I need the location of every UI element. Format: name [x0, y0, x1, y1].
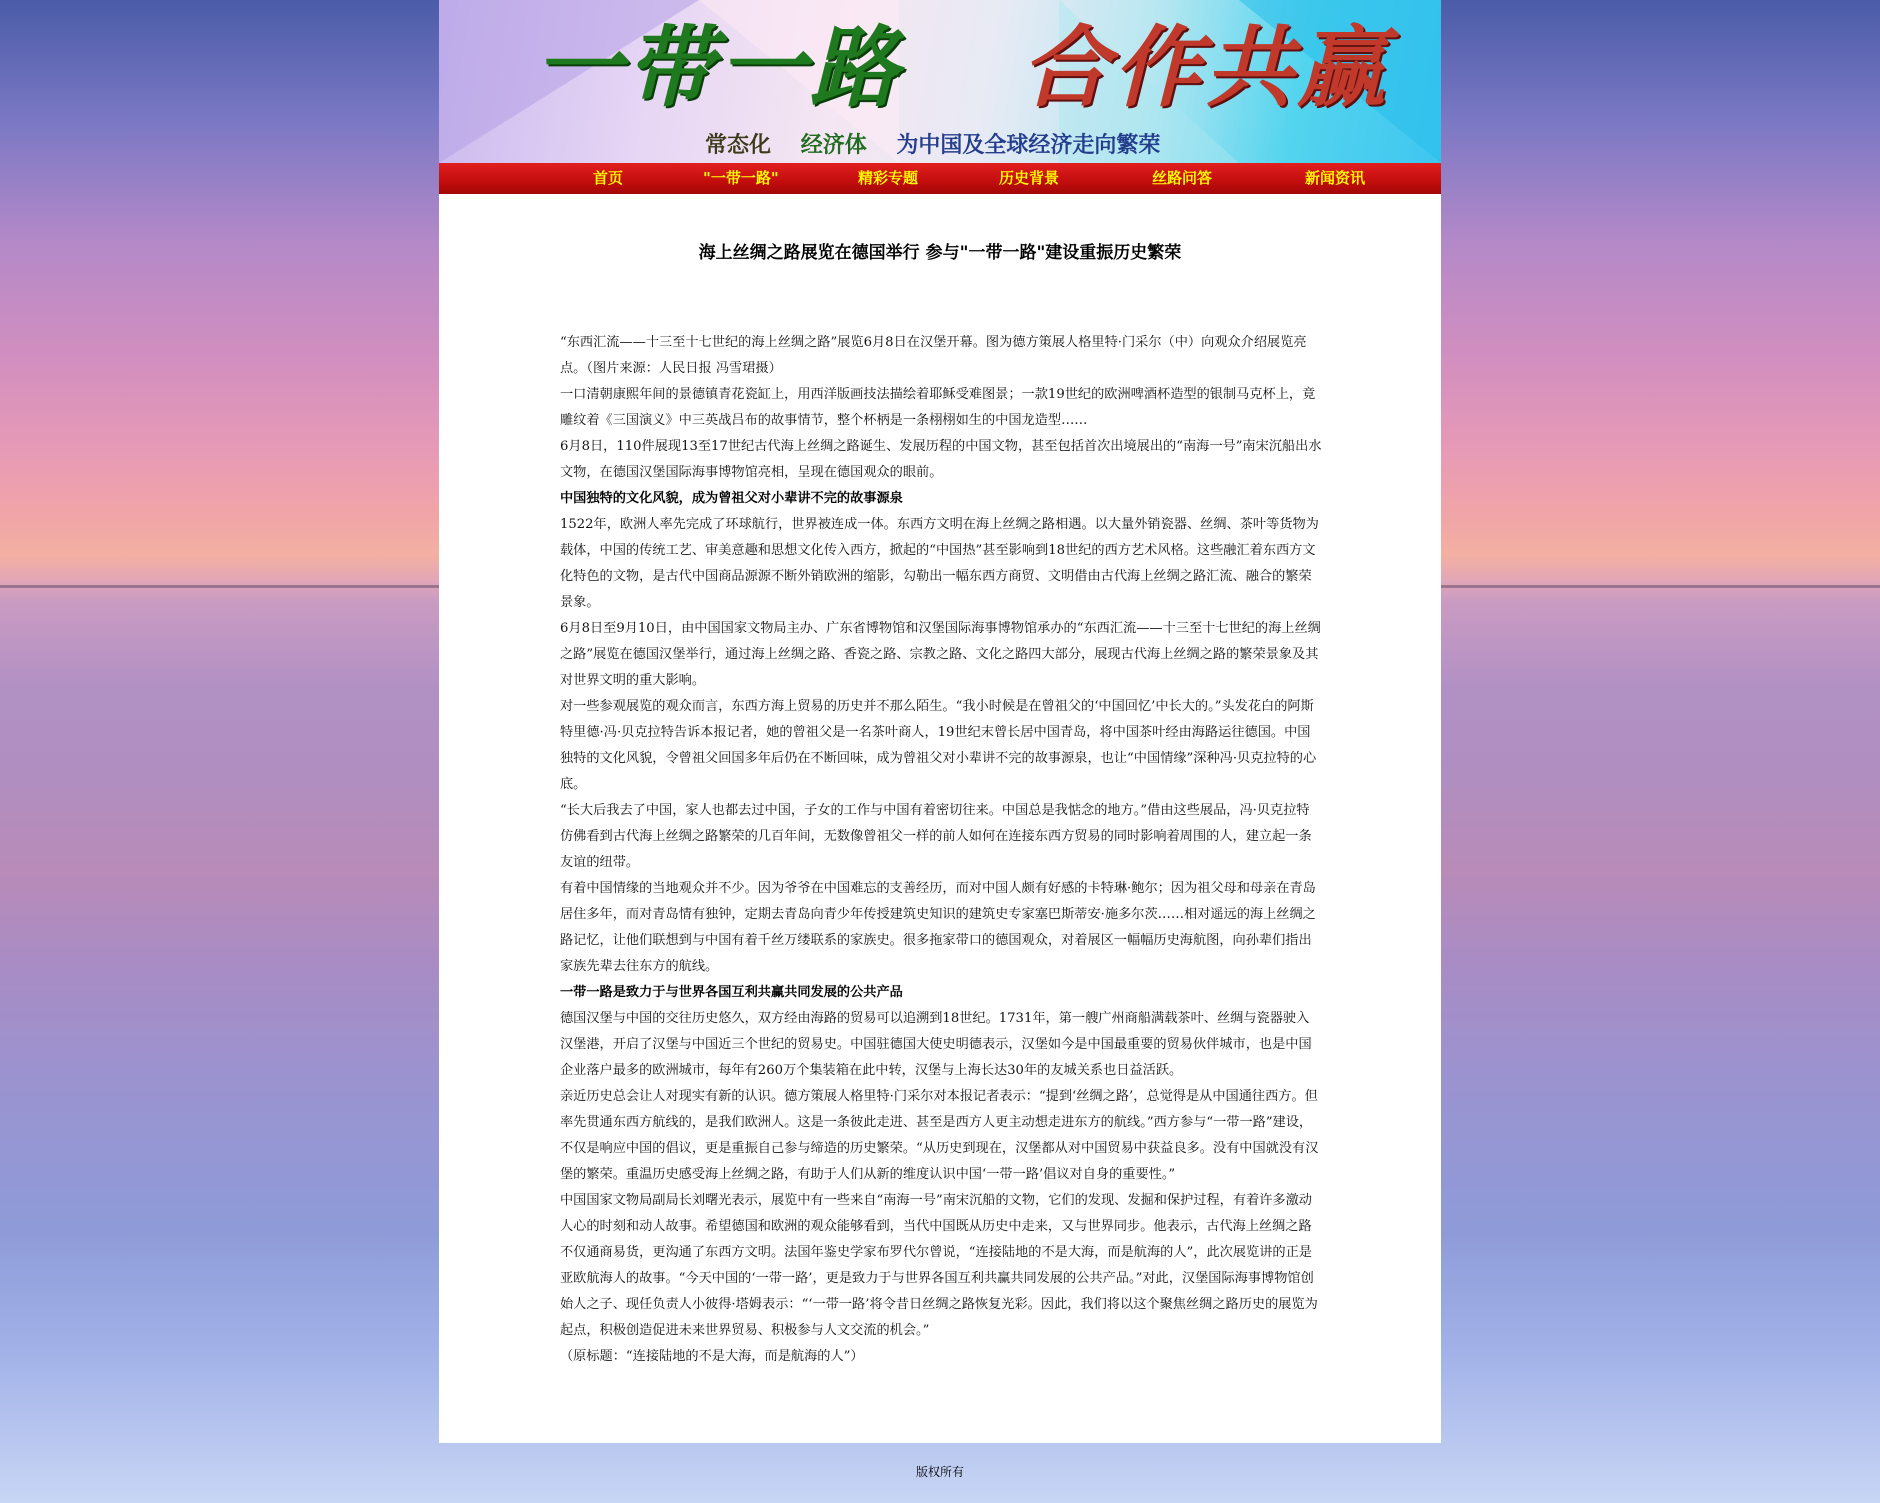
main-nav [439, 163, 1441, 194]
page-container [439, 0, 1441, 1443]
banner-slogan-part1: 一带一路 [534, 15, 903, 119]
article-paragraph: “长大后我去了中国，家人也都去过中国，子女的工作与中国有着密切往来。中国总是我惦念的地方。”借由这些展品，冯·贝克拉特仿佛看到古代海上丝绸之路繁荣的几百年间，无数像曾祖父一样的前人如何在连接东西方贸易的同时影响着周围的人，建立起一条友谊的纽带。 [560, 803, 1312, 870]
banner-subtitle [705, 130, 1405, 160]
nav-item-news[interactable]: 新闻资讯 [1305, 169, 1366, 187]
nav-item-home[interactable]: 首页 [593, 169, 624, 187]
nav-item-history[interactable]: 历史背景 [999, 169, 1060, 187]
banner-subtitle-3: 为中国及全球经济走向繁荣 [896, 132, 1161, 158]
nav-item-belt-road[interactable]: "一带一路" [703, 169, 779, 187]
nav-item-qa[interactable]: 丝路问答 [1152, 169, 1213, 187]
article-paragraph: 1522年，欧洲人率先完成了环球航行，世界被连成一体。东西方文明在海上丝绸之路相遇。以大量外销瓷器、丝绸、茶叶等货物为载体，中国的传统工艺、审美意趣和思想文化传入西方，掀起的“中国热”甚至影响到18世纪的西方艺术风格。这些融汇着东西方文化特色的文物，是古代中国商品源源不断外销欧洲的缩影，勾勒出一幅东西方商贸、文明借由古代海上丝绸之路汇流、融合的繁荣景象。 [560, 517, 1319, 610]
header-banner [439, 0, 1441, 163]
article-paragraph: “东西汇流——十三至十七世纪的海上丝绸之路”展览6月8日在汉堡开幕。图为德方策展人格里特·门采尔（中）向观众介绍展览亮点。（图片来源：人民日报 冯雪珺摄） [560, 335, 1307, 376]
article-body [560, 330, 1322, 1370]
footer-copyright: 版权所有 [915, 1465, 964, 1479]
article-paragraph: 6月8日至9月10日，由中国国家文物局主办、广东省博物馆和汉堡国际海事博物馆承办的“东西汇流——十三至十七世纪的海上丝绸之路”展览在德国汉堡举行，通过海上丝绸之路、香瓷之路、宗教之路、文化之路四大部分，展现古代海上丝绸之路的繁荣景象及其对世界文明的重大影响。 [560, 621, 1321, 688]
article-paragraph: 对一些参观展览的观众而言，东西方海上贸易的历史并不那么陌生。“我小时候是在曾祖父的‘中国回忆’中长大的。”头发花白的阿斯特里德·冯·贝克拉特告诉本报记者，她的曾祖父是一名茶叶商人，19世纪末曾长居中国青岛，将中国茶叶经由海路运往德国。中国独特的文化风貌，令曾祖父回国多年后仍在不断回味，成为曾祖父对小辈讲不完的故事源泉，也让“中国情缘”深种冯·贝克拉特的心底。 [560, 699, 1317, 792]
banner-subtitle-2: 经济体 [800, 132, 867, 158]
article-paragraph: 一口清朝康熙年间的景德镇青花瓷缸上，用西洋版画技法描绘着耶稣受难图景；一款19世纪的欧洲啤酒杯造型的银制马克杯上，竟雕纹着《三国演义》中三英战吕布的故事情节，整个杯柄是一条栩栩如生的中国龙造型…… [560, 387, 1316, 428]
article-paragraph: 有着中国情缘的当地观众并不少。因为爷爷在中国难忘的支善经历，而对中国人颇有好感的卡特琳·鲍尔；因为祖父母和母亲在青岛居住多年，而对青岛情有独钟，定期去青岛向青少年传授建筑史知识的建筑史专家塞巴斯蒂安·施多尔茨……相对遥远的海上丝绸之路记忆，让他们联想到与中国有着千丝万缕联系的家族史。很多拖家带口的德国观众，对着展区一幅幅历史海航图，向孙辈们指出家族先辈去往东方的航线。 [560, 881, 1316, 974]
banner-subtitle-1: 常态化 [705, 132, 772, 158]
nav-item-features[interactable]: 精彩专题 [858, 169, 919, 187]
article-paragraph: 中国国家文物局副局长刘曙光表示，展览中有一些来自“南海一号”南宋沉船的文物，它们的发现、发掘和保护过程，有着许多激动人心的时刻和动人故事。希望德国和欧洲的观众能够看到，当代中国既从历史中走来，又与世界同步。他表示，古代海上丝绸之路不仅通商易货，更沟通了东西方文明。法国年鉴史学家布罗代尔曾说，“连接陆地的不是大海，而是航海的人”，此次展览讲的正是亚欧航海人的故事。“今天中国的‘一带一路’，更是致力于与世界各国互利共赢共同发展的公共产品。”对此，汉堡国际海事博物馆创始人之子、现任负责人小彼得·塔姆表示：“‘一带一路’将令昔日丝绸之路恢复光彩。因此，我们将以这个聚焦丝绸之路历史的展览为起点，积极创造促进未来世界贸易、积极参与人文交流的机会。” [560, 1193, 1318, 1338]
article-paragraph: （原标题：“连接陆地的不是大海，而是航海的人”） [560, 1349, 864, 1364]
article-paragraph: 德国汉堡与中国的交往历史悠久，双方经由海路的贸易可以追溯到18世纪。1731年，第一艘广州商船满载茶叶、丝绸与瓷器驶入汉堡港，开启了汉堡与中国近三个世纪的贸易史。中国驻德国大使史明德表示，汉堡如今是中国最重要的贸易伙伴城市，也是中国企业落户最多的欧洲城市，每年有260万个集装箱在此中转，汉堡与上海长达30年的友城关系也日益活跃。 [560, 1011, 1312, 1078]
article-title: 海上丝绸之路展览在德国举行 参与"一带一路"建设重振历史繁荣 [698, 243, 1182, 263]
banner-slogan-part2: 合作共赢 [1021, 15, 1390, 119]
banner-slogan [534, 8, 1390, 126]
article-subheading: 一带一路是致力于与世界各国互利共赢共同发展的公共产品 [560, 985, 903, 1000]
article-subheading: 中国独特的文化风貌，成为曾祖父对小辈讲不完的故事源泉 [560, 491, 903, 506]
article-paragraph: 6月8日，110件展现13至17世纪古代海上丝绸之路诞生、发展历程的中国文物，甚至包括首次出境展出的“南海一号”南宋沉船出水文物，在德国汉堡国际海事博物馆亮相，呈现在德国观众的眼前。 [560, 439, 1322, 480]
article-paragraph: 亲近历史总会让人对现实有新的认识。德方策展人格里特·门采尔对本报记者表示：“提到‘丝绸之路’，总觉得是从中国通往西方。但率先贯通东西方航线的，是我们欧洲人。这是一条彼此走进、甚至是西方人更主动想走进东方的航线。”西方参与“一带一路”建设，不仅是响应中国的倡议，更是重振自己参与缔造的历史繁荣。“从历史到现在，汉堡都从对中国贸易中获益良多。没有中国就没有汉堡的繁荣。重温历史感受海上丝绸之路，有助于人们从新的维度认识中国‘一带一路’倡议对自身的重要性。” [560, 1089, 1319, 1182]
